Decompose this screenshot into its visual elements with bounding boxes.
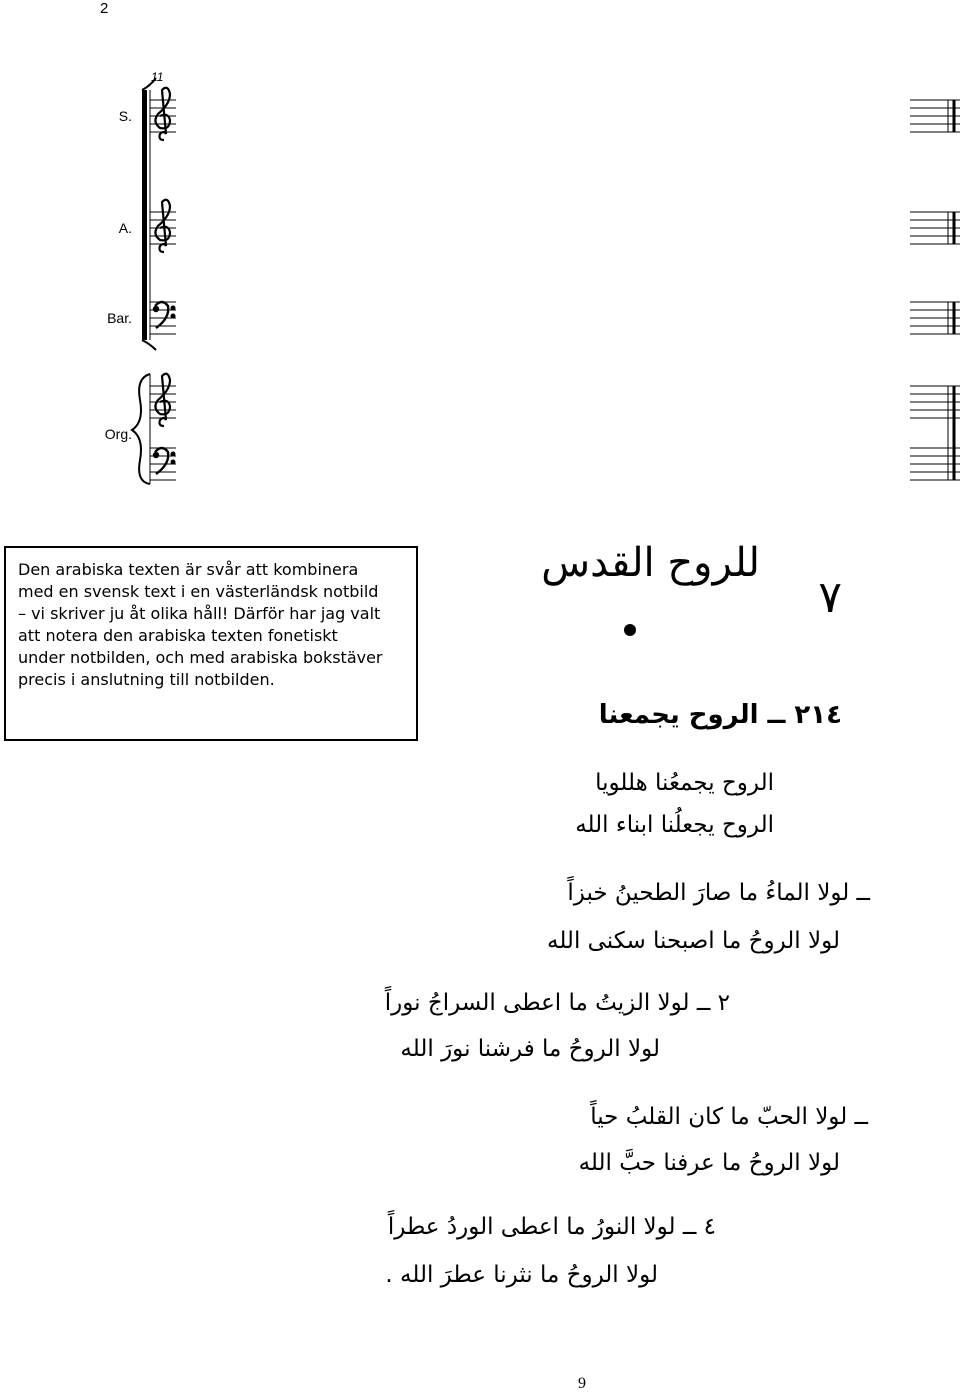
part-label-alto: A. — [118, 220, 132, 236]
staff-right-baritone — [910, 302, 960, 334]
bass-clef-icon — [154, 448, 174, 474]
verse-line: ــ لولا الماءُ ما صارَ الطحينُ خبزاً — [567, 880, 870, 906]
note-line: precis i anslutning till notbilden. — [18, 670, 275, 689]
verse-line: ــ لولا الحبّ ما كان القلبُ حياً — [590, 1104, 868, 1130]
verse-line: ٤ ــ لولا النورُ ما اعطى الوردُ عطراً — [387, 1214, 716, 1240]
verse-line: ٢ ــ لولا الزيتُ ما اعطى السراجُ نوراً — [384, 990, 730, 1016]
refrain-line: الروح يجعلُنا ابناء الله — [575, 812, 774, 838]
part-label-baritone: Bar. — [107, 310, 132, 326]
note-line: Den arabiska texten är svår att kombinera — [18, 560, 359, 579]
note-box — [4, 546, 418, 741]
bullet-dot — [624, 624, 636, 636]
staff-right-alto — [910, 212, 960, 244]
measure-number: 11 — [151, 70, 164, 84]
verse-line: لولا الروحُ ما فرشنا نورَ الله — [400, 1036, 660, 1062]
refrain-line: الروح يجمعُنا هللويا — [595, 770, 774, 796]
verse-line: لولا الروحُ ما نثرنا عطرَ الله . — [385, 1262, 658, 1288]
page-number-bottom: 9 — [578, 1375, 586, 1392]
note-line: under notbilden, och med arabiska bokstäver — [18, 648, 383, 667]
staff-right-organ — [910, 386, 960, 480]
staff-right-soprano — [910, 100, 960, 132]
part-label-organ: Org. — [104, 426, 132, 442]
corner-mark: ٧ — [818, 572, 842, 623]
organ-brace — [132, 374, 150, 484]
note-line: – vi skriver ju åt olika håll! Därför har jag valt — [18, 604, 381, 623]
verse-line: لولا الروحُ ما اصبحنا سكنى الله — [546, 928, 840, 954]
verse-line: لولا الروحُ ما عرفنا حبَّ الله — [578, 1150, 840, 1176]
note-line: att notera den arabiska texten fonetiskt — [18, 626, 338, 645]
arabic-heading: للروح القدس — [541, 540, 760, 586]
part-label-soprano: S. — [118, 108, 132, 124]
bass-clef-icon — [154, 302, 174, 328]
note-line: med en svensk text i en västerländsk notbild — [18, 582, 379, 601]
page-number-top: 2 — [100, 0, 109, 17]
music-score — [0, 0, 960, 500]
hymn-title: ٢١٤ ــ الروح يجمعنا — [598, 700, 842, 730]
